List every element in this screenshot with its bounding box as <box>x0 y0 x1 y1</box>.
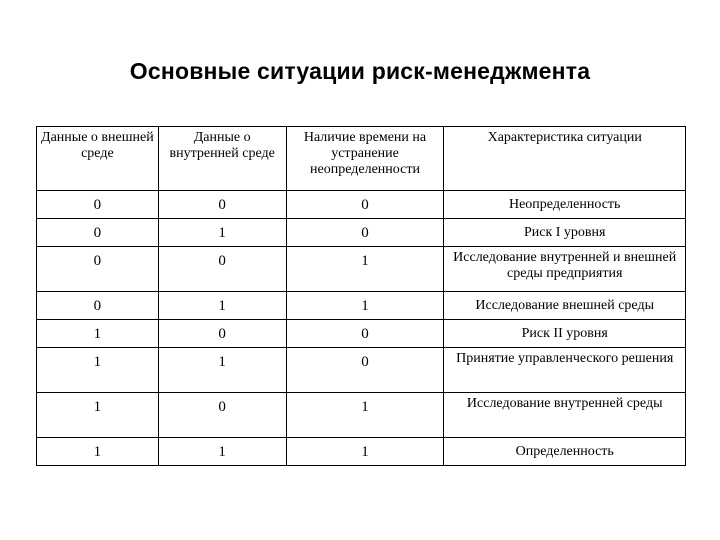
cell-external: 0 <box>37 219 159 247</box>
cell-internal: 0 <box>158 247 286 292</box>
header-internal-data: Данные о внутренней среде <box>158 127 286 191</box>
table-row <box>37 348 686 393</box>
table-header-row <box>37 127 686 191</box>
header-external-data: Данные о внешней среде <box>37 127 159 191</box>
table-row <box>37 393 686 438</box>
table-row <box>37 247 686 292</box>
cell-situation: Риск I уровня <box>444 219 686 247</box>
cell-internal: 1 <box>158 348 286 393</box>
table-row <box>37 292 686 320</box>
cell-time: 1 <box>286 393 444 438</box>
page-title: Основные ситуации риск-менеджмента <box>129 58 591 84</box>
cell-external: 0 <box>37 191 159 219</box>
risk-situations-table <box>36 126 686 466</box>
cell-time: 1 <box>286 438 444 466</box>
cell-time: 0 <box>286 219 444 247</box>
cell-situation: Определенность <box>444 438 686 466</box>
cell-situation: Исследование внутренней среды <box>444 393 686 438</box>
cell-external: 0 <box>37 247 159 292</box>
cell-internal: 0 <box>158 393 286 438</box>
header-time-available: Наличие времени на устранение неопределенности <box>286 127 444 191</box>
cell-external: 1 <box>37 393 159 438</box>
cell-situation: Неопределенность <box>444 191 686 219</box>
cell-external: 0 <box>37 292 159 320</box>
header-situation: Характеристика ситуации <box>444 127 686 191</box>
cell-situation: Принятие управленческого решения <box>444 348 686 393</box>
cell-time: 0 <box>286 348 444 393</box>
table-row <box>37 191 686 219</box>
cell-situation: Риск II уровня <box>444 320 686 348</box>
cell-external: 1 <box>37 320 159 348</box>
table-row <box>37 219 686 247</box>
cell-time: 1 <box>286 247 444 292</box>
cell-internal: 0 <box>158 320 286 348</box>
cell-situation: Исследование внутренней и внешней среды предприятия <box>444 247 686 292</box>
cell-time: 0 <box>286 320 444 348</box>
cell-internal: 1 <box>158 292 286 320</box>
cell-time: 1 <box>286 292 444 320</box>
cell-external: 1 <box>37 438 159 466</box>
cell-situation: Исследование внешней среды <box>444 292 686 320</box>
cell-external: 1 <box>37 348 159 393</box>
cell-internal: 1 <box>158 438 286 466</box>
cell-internal: 1 <box>158 219 286 247</box>
cell-internal: 0 <box>158 191 286 219</box>
table-row <box>37 320 686 348</box>
table-row <box>37 438 686 466</box>
cell-time: 0 <box>286 191 444 219</box>
